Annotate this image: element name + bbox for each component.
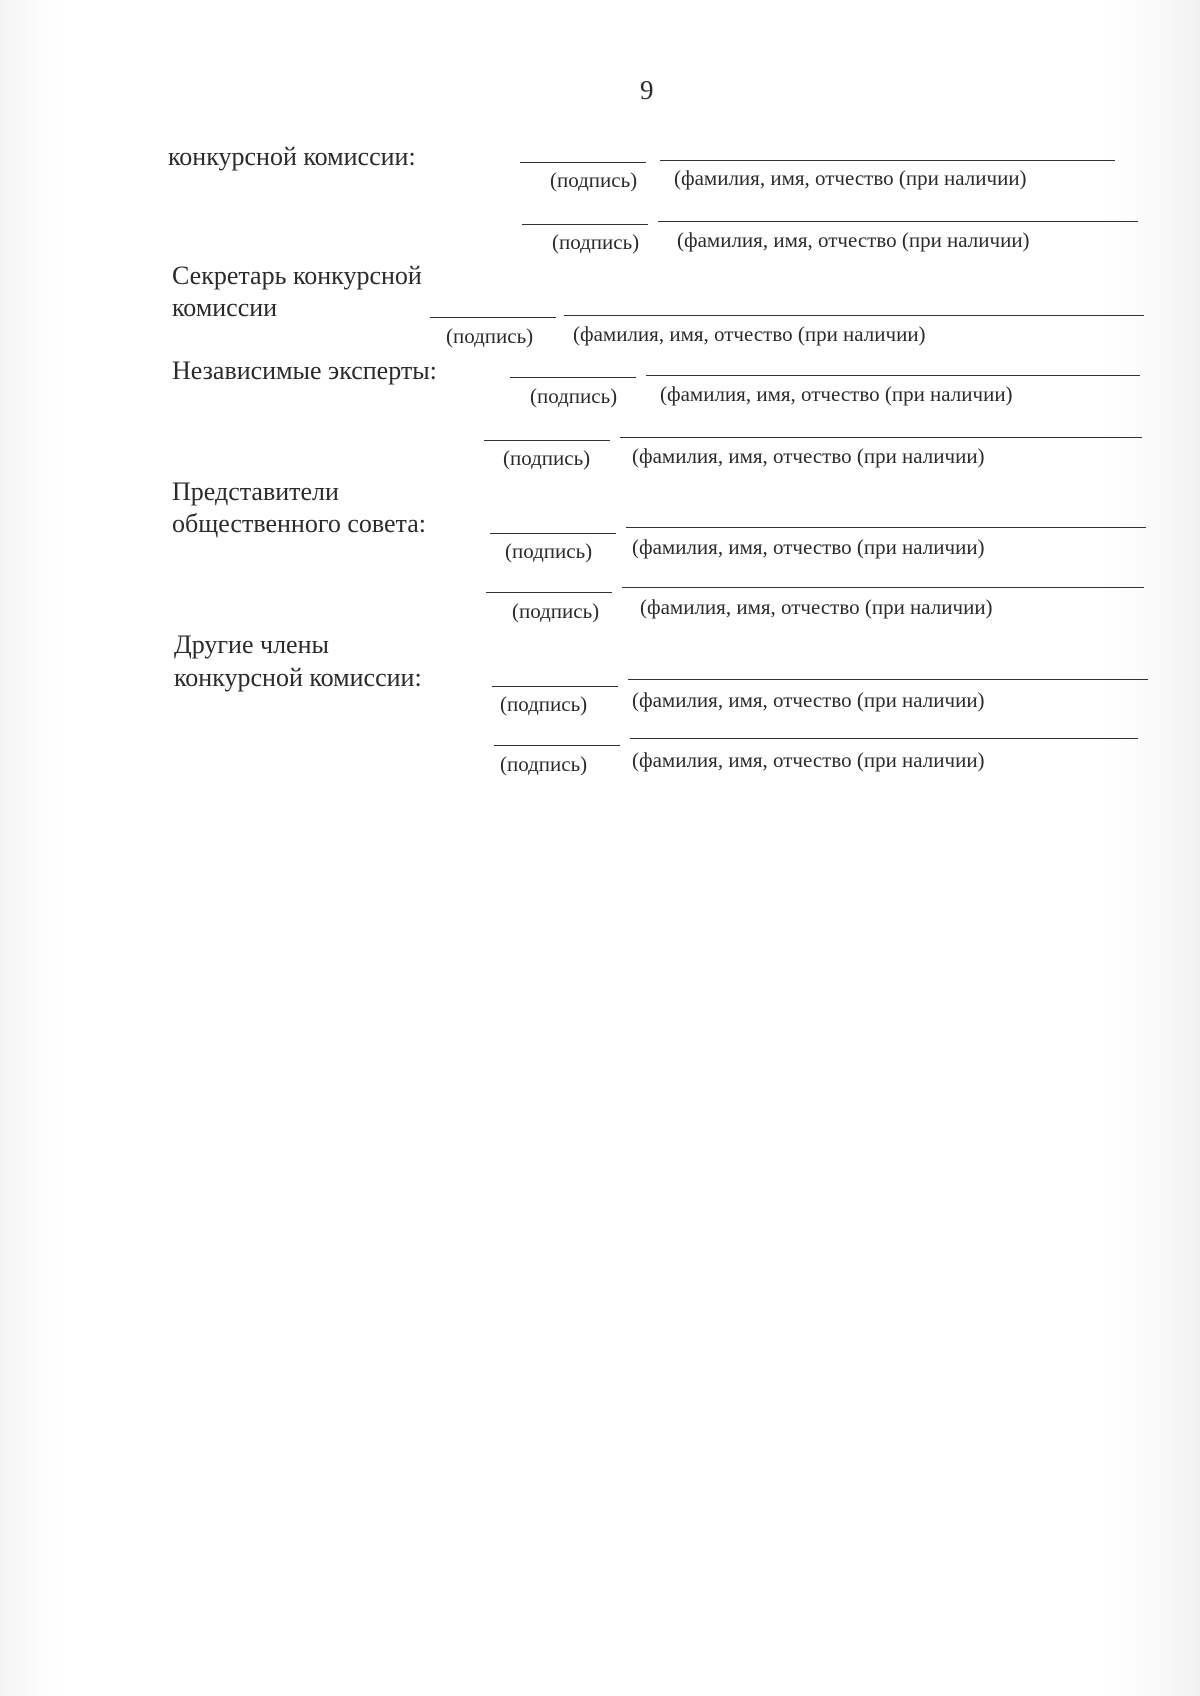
label-secretary-line1: Секретарь конкурсной (172, 261, 422, 290)
signature-caption: (подпись) (505, 539, 593, 563)
name-caption: (фамилия, имя, отчество (при наличии) (660, 382, 1013, 406)
name-line (564, 315, 1144, 316)
signature-line (486, 592, 612, 593)
signature-line (522, 224, 648, 225)
label-other-members-line2: конкурсной комиссии: (174, 663, 422, 692)
name-line (620, 437, 1142, 438)
signature-line (520, 162, 646, 163)
name-caption: (фамилия, имя, отчество (при наличии) (677, 228, 1030, 252)
name-line (628, 679, 1148, 680)
name-caption: (фамилия, имя, отчество (при наличии) (632, 535, 985, 559)
label-other-members-line1: Другие члены (174, 630, 329, 659)
signature-caption: (подпись) (500, 692, 588, 716)
signature-line (510, 377, 636, 378)
signature-caption: (подпись) (512, 599, 600, 623)
scan-shadow-left (0, 0, 62, 1696)
name-line (660, 160, 1115, 161)
signature-line (484, 440, 610, 441)
signature-caption: (подпись) (503, 446, 591, 470)
name-line (658, 221, 1138, 222)
label-public-council-line1: Представители (172, 477, 339, 506)
signature-line (492, 686, 618, 687)
name-caption: (фамилия, имя, отчество (при наличии) (632, 444, 985, 468)
label-secretary-line2: комиссии (172, 293, 278, 322)
name-line (630, 738, 1138, 739)
label-commission-members: конкурсной комиссии: (168, 142, 416, 171)
label-independent-experts: Независимые эксперты: (172, 356, 437, 385)
name-caption: (фамилия, имя, отчество (при наличии) (632, 688, 985, 712)
name-caption: (фамилия, имя, отчество (при наличии) (674, 166, 1027, 190)
signature-line (490, 533, 616, 534)
signature-caption: (подпись) (552, 230, 640, 254)
name-line (626, 527, 1146, 528)
signature-caption: (подпись) (446, 324, 534, 348)
name-line (622, 587, 1144, 588)
signature-caption: (подпись) (550, 168, 638, 192)
label-public-council-line2: общественного совета: (172, 509, 426, 538)
name-caption: (фамилия, имя, отчество (при наличии) (640, 595, 993, 619)
scan-shadow-right (1105, 0, 1200, 1696)
signature-caption: (подпись) (500, 752, 588, 776)
signature-line (494, 745, 620, 746)
signature-line (430, 317, 556, 318)
page-number: 9 (640, 75, 654, 105)
name-caption: (фамилия, имя, отчество (при наличии) (573, 322, 926, 346)
signature-caption: (подпись) (530, 384, 618, 408)
name-caption: (фамилия, имя, отчество (при наличии) (632, 748, 985, 772)
name-line (646, 375, 1140, 376)
